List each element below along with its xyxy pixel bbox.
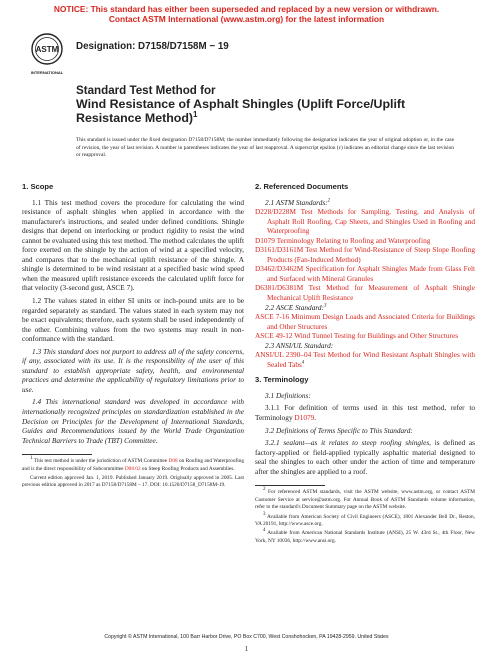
link-d1079[interactable]: D1079: [294, 413, 315, 423]
ref-d3462[interactable]: D3462/D3462M Specification for Asphalt Shingles Made from Glass Felt and Surfaced with Mineral Granules: [255, 264, 475, 283]
term-3-1: 3.1 Definitions:: [265, 390, 311, 400]
term-3-2: 3.2 Definitions of Terms Specific to This Standard:: [265, 425, 413, 435]
ref-d3161[interactable]: D3161/D3161M Test Method for Wind-Resistance of Steep Slope Roofing Products (Fan-Induced Method): [255, 245, 475, 264]
link-d08[interactable]: D08: [168, 458, 178, 465]
footnote-edition: Current edition approved Jan. 1, 2019. Published January 2019. Originally approved in 2005. Last previous edition approved in 2017 as D7158/D7158M – 17. DOI: 10.1520/D7158_D7158M-19.: [22, 475, 244, 489]
notice-line-2: Contact ASTM International (www.astm.org) for the latest information: [108, 14, 385, 24]
ref-d1079[interactable]: D1079 Terminology Relating to Roofing and Waterproofing: [255, 235, 431, 245]
ref-asce-7-16[interactable]: ASCE 7-16 Minimum Design Loads and Associated Criteria for Buildings and Other Structures: [255, 312, 475, 331]
scope-heading: 1. Scope: [22, 182, 54, 191]
logo-text: ASTM: [35, 45, 59, 54]
link-d08-02[interactable]: D08.02: [124, 465, 141, 472]
footnote-3: $^3$ Available from American Society of Civil Engineers (ASCE), 1801 Alexander Bell Dr., Reston, VA 20191, http://www.asce.org.: [255, 511, 475, 527]
ref-d228[interactable]: D228/D228M Test Methods for Sampling, Testing, and Analysis of Asphalt Roll Roofing, Cap Sheets, and Shingles Used in Roofing and Waterproofing: [255, 207, 475, 236]
title-footnote-mark: 1: [193, 109, 198, 119]
asce-standard-label: 2.2 ASCE Standard:$^3$: [265, 302, 327, 312]
footnotes-right: [255, 489, 475, 545]
scope-1-1: 1.1 This test method covers the procedure for calculating the wind resistance of asphalt shingles when applied in accordance with the manufacturer's instructions, and sealed under defined conditions. Shingle designs that depend on interlocking or product rigidity to resist the wind cannot be evaluated using this test method. The method calculates the uplift force exerted on the shingle by the action of wind at a specified velocity, and compares that to the mechanical uplift resistance of the shingle. A shingle is determined to be wind resistant at a specified basic wind speed when the measured uplift resistance exceeds the calculated uplift force for that velocity (3-second gust, ASCE 7).: [22, 197, 244, 293]
referenced-heading: 2. Referenced Documents: [255, 182, 349, 191]
footnotes-left: [22, 458, 244, 490]
designation: Designation: D7158/D7158M − 19: [76, 41, 229, 52]
left-column: [22, 182, 244, 492]
ref-ansi-ul-2390: ANSI/UL 2390–04 Test Method for Wind Resistant Asphalt Shingles with Sealed Tabs$^4$: [255, 350, 475, 369]
footnote-4: $^4$ Available from American National Standards Institute (ANSI), 25 W. 43rd St., 4th Floor, New York, NY 10036, http://www.ansi.org.: [255, 528, 475, 544]
logo-subtext: INTERNATIONAL: [30, 70, 64, 75]
issued-note: This standard is issued under the fixed designation D7158/D7158M; the number immediately following the designation indicates the year of original adoption or, in the case of revision, the year of last revision. A number in parentheses indicates the year of last reapproval. A superscript epsilon (ε) indicates an editorial change since the last revision or reapproval.: [76, 137, 454, 159]
notice-line-1: NOTICE: This standard has either been superseded and replaced by a new version or withdrawn.: [53, 4, 440, 14]
astm-standards-label: 2.1 ASTM Standards:$^2$: [265, 197, 331, 207]
right-column: [255, 182, 475, 547]
title-line-1: Standard Test Method for: [76, 84, 216, 97]
document-title: [76, 97, 456, 125]
scope-1-4: 1.4 This international standard was developed in accordance with internationally recognized principles on standardization established in the Decision on Principles for the Development of International Standards, Guides and Recommendations issued by the World Trade Organization Technical Barriers to Trade (TBT) Committee.: [22, 397, 244, 445]
term-3-1-1: 3.1.1 For definition of terms used in this test method, refer to Terminology D1079.: [255, 403, 475, 423]
footnote-rule-left: [22, 454, 92, 455]
footnote-1: $^1$ This test method is under the jurisdiction of ASTM Committee D08 on Roofing and Waterproofing and is the direct responsibility of Subcommittee D08.02 on Steep Roofing Products and Assemblies.: [22, 456, 244, 472]
ansi-standard-label: 2.3 ANSI/UL Standard:: [265, 340, 334, 350]
footnote-rule-right: [255, 485, 325, 486]
copyright-footer: Copyright © ASTM International, 100 Barr Harbor Drive, PO Box C700, West Conshohocken, PA 19428-2959. United States: [104, 634, 389, 640]
term-3-2-1: 3.2.1 sealant—as it relates to steep roofing shingles, is defined as factory-applied or field-applied typically asphaltic material designed to seal the shingles to each other under the action of time and temperature after the shingles are applied to a roof.: [255, 438, 475, 476]
scope-1-3: 1.3 This standard does not purport to address all of the safety concerns, if any, associated with its use. It is the responsibility of the user of this standard to establish appropriate safety, health, and environmental practices and determine the applicability of regulatory limitations prior to use.: [22, 346, 244, 394]
footnote-2: $^2$ For referenced ASTM standards, visit the ASTM website, www.astm.org, or contact ASTM Customer Service at service@astm.org. For Annual Book of ASTM Standards volume information, refer to the standard's Document Summary page on the ASTM website.: [255, 487, 476, 511]
ref-asce-49-12[interactable]: ASCE 49-12 Wind Tunnel Testing for Buildings and Other Structures: [255, 331, 459, 341]
page-number: 1: [244, 645, 249, 653]
astm-logo-icon: [30, 32, 64, 78]
terminology-heading: 3. Terminology: [255, 375, 309, 385]
scope-1-2: 1.2 The values stated in either SI units or inch-pound units are to be regarded separately as standard. The values stated in each system may not be exact equivalents; therefore, each system shall be used independently of the other. Combining values from the two systems may result in non-conformance with the standard.: [22, 296, 244, 344]
title-line-2: Wind Resistance of Asphalt Shingles (Uplift Force/Uplift Resistance Method): [76, 97, 406, 125]
withdrawn-notice: [0, 4, 493, 24]
ref-d6381[interactable]: D6381/D6381M Test Method for Measurement of Asphalt Shingle Mechanical Uplift Resistance: [255, 283, 476, 303]
